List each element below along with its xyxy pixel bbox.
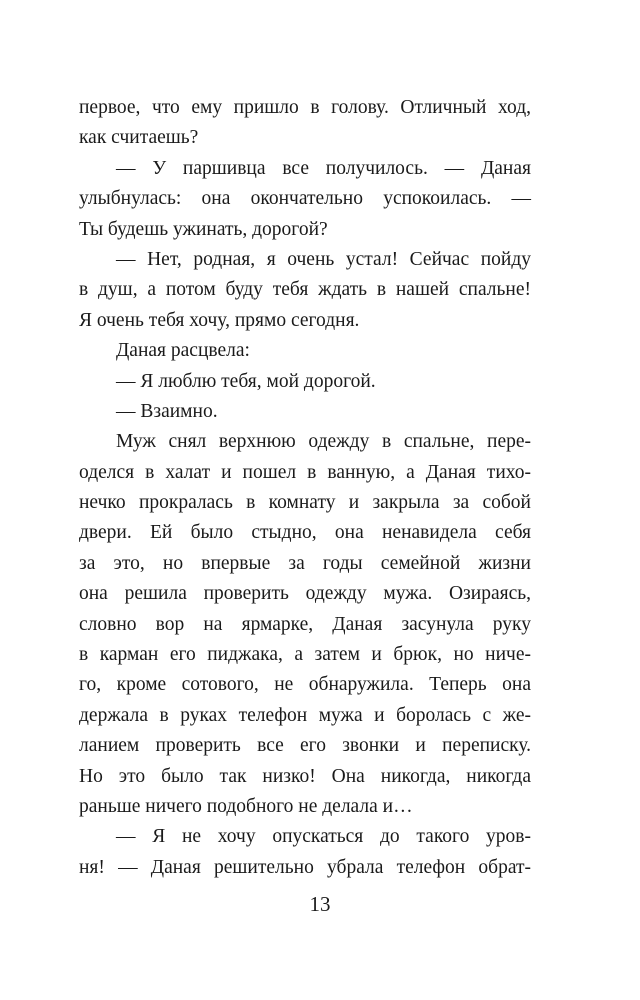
- text-line: словно вор на ярмарке, Даная засунула руку: [79, 613, 531, 635]
- text-line: — Взаимно.: [116, 400, 218, 422]
- text-line: нечко прокралась в комнату и закрыла за собой: [79, 492, 531, 514]
- text-line: Я очень тебя хочу, прямо сегодня.: [79, 309, 360, 331]
- text-line: в карман его пиджака, а затем и брюк, но ниче-: [79, 644, 531, 666]
- text-line: — У паршивца все получилось. — Даная: [116, 157, 531, 179]
- text-line: как считаешь?: [79, 127, 199, 149]
- text-line: раньше ничего подобного не делала и…: [79, 795, 413, 817]
- page-number: 13: [309, 892, 331, 916]
- text-line: в душ, а потом буду тебя ждать в нашей спальне!: [79, 279, 531, 301]
- body-text: [79, 93, 531, 883]
- text-line: ланием проверить все его звонки и переписку.: [79, 735, 531, 757]
- text-line: оделся в халат и пошел в ванную, а Даная тихо-: [79, 461, 531, 483]
- text-line: первое, что ему пришло в голову. Отличный ход,: [79, 97, 531, 118]
- text-line: — Нет, родная, я очень устал! Сейчас пойду: [116, 248, 531, 270]
- text-line: за это, но впервые за годы семейной жизни: [79, 552, 531, 574]
- text-line: ня! — Даная решительно убрала телефон обрат-: [79, 856, 531, 878]
- text-line: го, кроме сотового, не обнаружила. Теперь она: [79, 674, 531, 696]
- text-line: она решила проверить одежду мужа. Озираясь,: [79, 583, 531, 605]
- text-line: — Я не хочу опускаться до такого уров-: [116, 826, 531, 848]
- text-line: держала в руках телефон мужа и боролась с же-: [79, 704, 531, 726]
- text-line: улыбнулась: она окончательно успокоилась. —: [79, 188, 531, 210]
- text-line: Муж снял верхнюю одежду в спальне, пере-: [116, 431, 531, 453]
- text-line: — Я люблю тебя, мой дорогой.: [116, 370, 376, 392]
- text-line: Ты будешь ужинать, дорогой?: [79, 218, 328, 240]
- text-line: Но это было так низко! Она никогда, никогда: [79, 765, 531, 787]
- text-line: Даная расцвела:: [116, 340, 250, 362]
- text-line: двери. Ей было стыдно, она ненавидела себя: [79, 522, 531, 544]
